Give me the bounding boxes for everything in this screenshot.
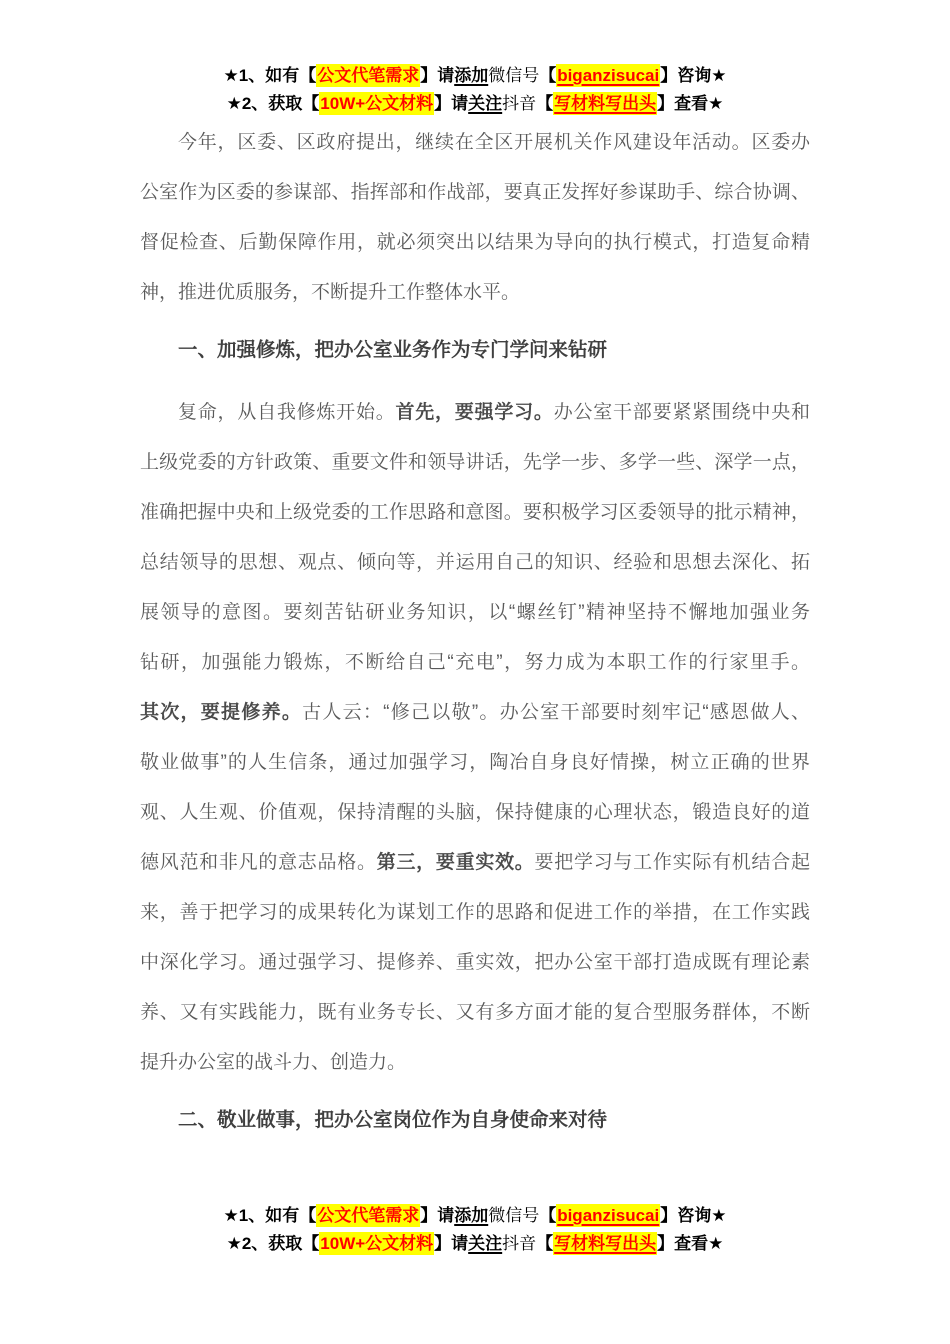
text-line bbox=[140, 488, 810, 538]
text-segment: 第三，要重实效。 bbox=[376, 852, 535, 873]
text-segment: 微信号 bbox=[488, 1206, 540, 1225]
text-segment: 抖音 bbox=[502, 1234, 537, 1253]
section-heading-1: 一、加强修炼，把办公室业务作为专门学问来钻研 bbox=[178, 339, 608, 361]
text-line bbox=[140, 638, 810, 688]
text-line bbox=[140, 988, 810, 1038]
text-segment: 神，推进优质服务，不断提升工作整体水平。 bbox=[140, 282, 521, 303]
text-segment: biganzisucai bbox=[557, 66, 660, 85]
text-segment: 】查看★ bbox=[657, 94, 724, 113]
text-line bbox=[140, 268, 810, 318]
text-segment: 敬业做事”的人生信条，通过加强学习，陶冶自身良好情操，树立正确的世界 bbox=[140, 752, 810, 773]
text-segment: 今年，区委、区政府提出，继续在全区开展机关作风建设年活动。区委办 bbox=[178, 132, 810, 153]
text-line bbox=[140, 538, 810, 588]
text-segment: 钻研，加强能力锻炼，不断给自己“充电”，努力成为本职工作的行家里手。 bbox=[140, 652, 810, 673]
text-segment: 】咨询★ bbox=[660, 1206, 727, 1225]
text-segment: 10W+公文材料 bbox=[320, 94, 434, 113]
text-segment: 来，善于把学习的成果转化为谋划工作的思路和促进工作的举措，在工作实践 bbox=[140, 902, 810, 923]
text-segment: 观、人生观、价值观，保持清醒的头脑，保持健康的心理状态，锻造良好的道 bbox=[140, 802, 810, 823]
text-segment: 关注 bbox=[468, 1234, 503, 1253]
text-segment: 中深化学习。通过强学习、提修养、重实效，把办公室干部打造成既有理论素 bbox=[140, 952, 810, 973]
text-segment: 办公室干部要紧紧围绕中央和 bbox=[553, 402, 810, 423]
text-segment: 复命，从自我修炼开始。 bbox=[178, 402, 396, 423]
text-segment: 】请 bbox=[434, 94, 469, 113]
promo-banner-line bbox=[0, 90, 950, 118]
text-segment: 公室作为区委的参谋部、指挥部和作战部，要真正发挥好参谋助手、综合协调、 bbox=[140, 182, 810, 203]
text-segment: 公文代笔需求 bbox=[317, 66, 420, 85]
text-segment: ★2、获取【 bbox=[226, 94, 320, 113]
text-segment: 德风范和非凡的意志品格。 bbox=[140, 852, 377, 873]
text-line bbox=[140, 438, 810, 488]
text-segment: 总结领导的思想、观点、倾向等，并运用自己的知识、经验和思想去深化、拓 bbox=[140, 552, 810, 573]
text-segment: 上级党委的方针政策、重要文件和领导讲话，先学一步、多学一些、深学一点， bbox=[140, 452, 810, 473]
promo-banner-line bbox=[0, 62, 950, 90]
text-segment: 】咨询★ bbox=[660, 66, 727, 85]
text-line bbox=[140, 888, 810, 938]
text-line bbox=[140, 838, 810, 888]
text-segment: 【 bbox=[536, 94, 554, 113]
text-segment: 【 bbox=[536, 1234, 554, 1253]
text-segment: 首先，要强学习。 bbox=[395, 402, 554, 423]
text-segment: 要把学习与工作实际有机结合起 bbox=[534, 852, 810, 873]
text-line bbox=[140, 388, 810, 438]
text-segment: biganzisucai bbox=[557, 1206, 660, 1225]
text-segment: 】查看★ bbox=[657, 1234, 724, 1253]
text-line bbox=[140, 218, 810, 268]
text-line bbox=[140, 1038, 810, 1088]
text-segment: 添加 bbox=[454, 66, 489, 85]
text-line bbox=[140, 738, 810, 788]
text-line bbox=[140, 588, 810, 638]
paragraph bbox=[140, 388, 810, 1088]
promo-banner-line bbox=[0, 1230, 950, 1258]
text-segment: 写材料写出头 bbox=[554, 1234, 657, 1253]
text-segment: ★1、如有【 bbox=[223, 1206, 317, 1225]
text-segment: 督促检查、后勤保障作用，就必须突出以结果为导向的执行模式，打造复命精 bbox=[140, 232, 810, 253]
text-segment: 展领导的意图。要刻苦钻研业务知识，以“螺丝钉”精神坚持不懈地加强业务 bbox=[140, 602, 810, 623]
text-segment: 提升办公室的战斗力、创造力。 bbox=[140, 1052, 407, 1073]
text-segment: 10W+公文材料 bbox=[320, 1234, 434, 1253]
text-segment: 写材料写出头 bbox=[554, 94, 657, 113]
text-line bbox=[140, 118, 810, 168]
text-segment: 添加 bbox=[454, 1206, 489, 1225]
text-segment: 【 bbox=[539, 66, 557, 85]
text-segment: 关注 bbox=[468, 94, 503, 113]
promo-banner-bottom bbox=[0, 1202, 950, 1258]
text-line bbox=[140, 688, 810, 738]
text-segment: 【 bbox=[539, 1206, 557, 1225]
text-segment: 】请 bbox=[420, 1206, 455, 1225]
paragraph bbox=[140, 118, 810, 318]
text-segment: 微信号 bbox=[488, 66, 540, 85]
document-body bbox=[140, 118, 810, 1145]
text-segment: 养、又有实践能力，既有业务专长、又有多方面才能的复合型服务群体，不断 bbox=[140, 1002, 810, 1023]
text-segment: 公文代笔需求 bbox=[317, 1206, 420, 1225]
text-segment: 准确把握中央和上级党委的工作思路和意图。要积极学习区委领导的批示精神， bbox=[140, 502, 810, 523]
text-segment: ★2、获取【 bbox=[226, 1234, 320, 1253]
text-segment: 抖音 bbox=[502, 94, 537, 113]
text-line bbox=[140, 788, 810, 838]
promo-banner-top bbox=[0, 0, 950, 118]
text-line bbox=[140, 938, 810, 988]
text-line bbox=[140, 168, 810, 218]
text-segment: 】请 bbox=[420, 66, 455, 85]
text-segment: ★1、如有【 bbox=[223, 66, 317, 85]
text-segment: 其次，要提修养。 bbox=[140, 702, 303, 723]
text-segment: 】请 bbox=[434, 1234, 469, 1253]
section-heading-2: 二、敬业做事，把办公室岗位作为自身使命来对待 bbox=[178, 1109, 608, 1131]
text-segment: 古人云：“修己以敬”。办公室干部要时刻牢记“感恩做人、 bbox=[302, 702, 810, 723]
promo-banner-line bbox=[0, 1202, 950, 1230]
